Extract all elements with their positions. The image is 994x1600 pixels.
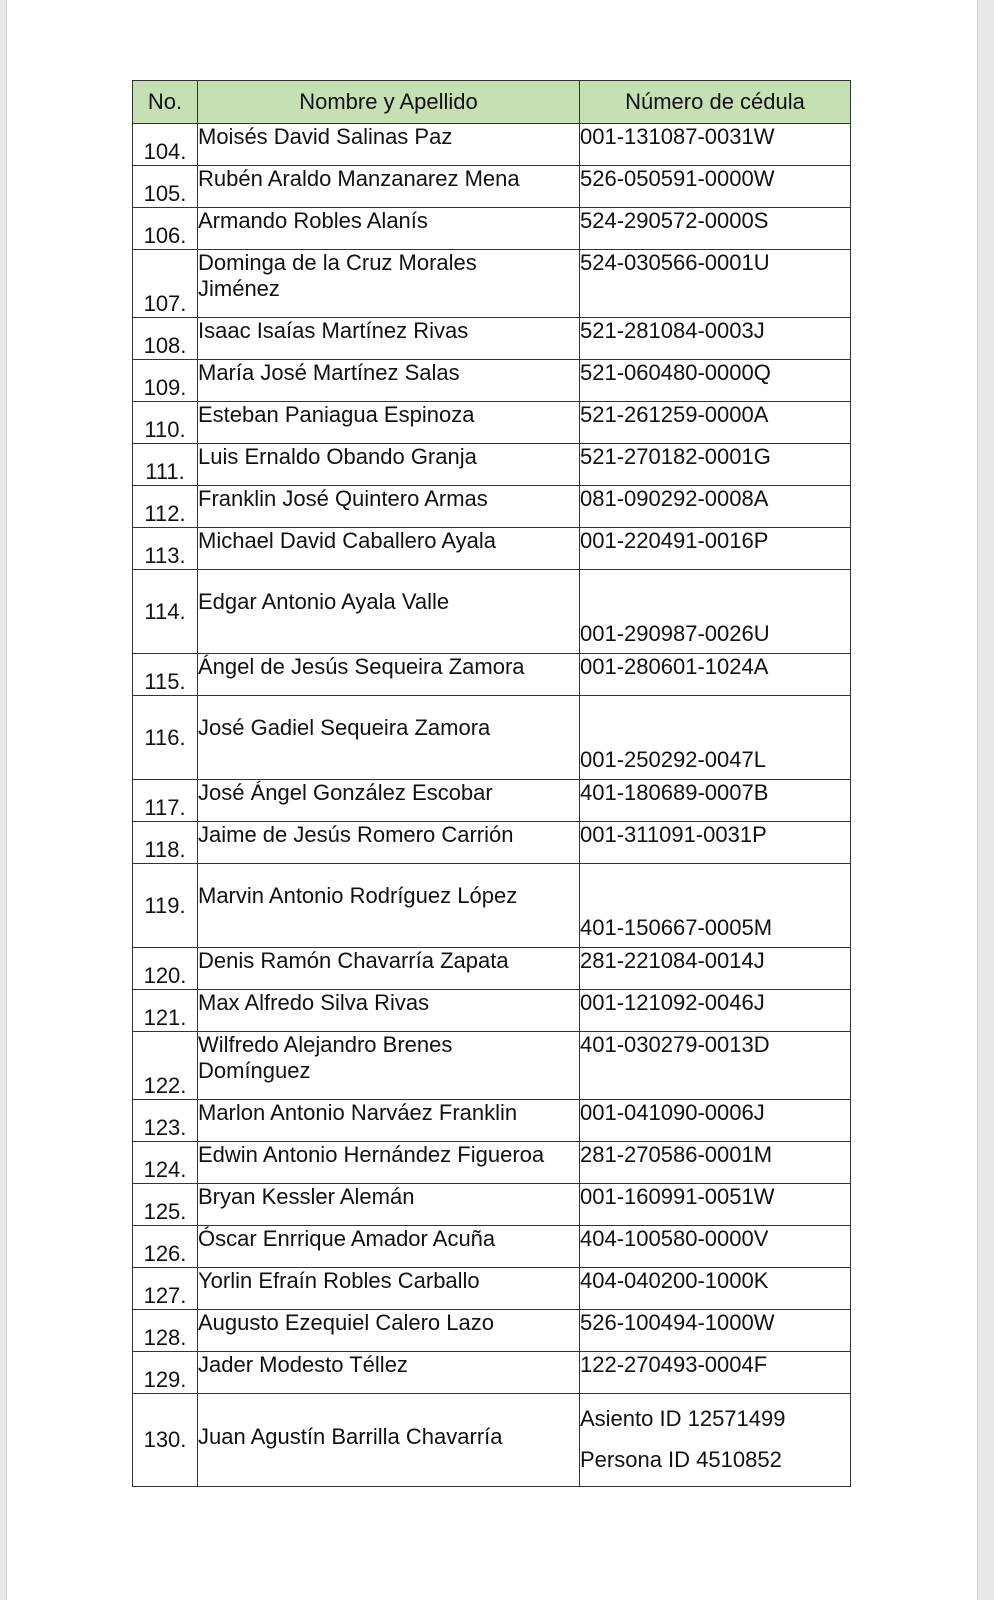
row-number: 126.: [133, 1226, 198, 1268]
id-number: [580, 1394, 851, 1487]
row-number: 120.: [133, 948, 198, 990]
id-number: 281-221084-0014J: [580, 948, 851, 990]
row-number: 105.: [133, 166, 198, 208]
persons-table: [132, 80, 851, 1487]
table-header-row: [133, 81, 851, 124]
table-row: [133, 822, 851, 864]
table-row: [133, 1142, 851, 1184]
person-name: Jader Modesto Téllez: [198, 1352, 580, 1394]
id-number: 001-220491-0016P: [580, 528, 851, 570]
table-row: [133, 1394, 851, 1487]
table-row: [133, 570, 851, 654]
id-number: 521-281084-0003J: [580, 318, 851, 360]
id-number: 526-100494-1000W: [580, 1310, 851, 1352]
person-name: Marlon Antonio Narváez Franklin: [198, 1100, 580, 1142]
person-name-line-2: Jiménez: [198, 276, 280, 301]
person-name-line-1: Dominga de la Cruz Morales: [198, 250, 477, 275]
table-row: [133, 1268, 851, 1310]
row-number: 124.: [133, 1142, 198, 1184]
person-name: Edgar Antonio Ayala Valle: [198, 570, 580, 654]
id-number: 524-030566-0001U: [580, 250, 851, 318]
persona-id: Persona ID 4510852: [580, 1447, 782, 1472]
row-number: 109.: [133, 360, 198, 402]
id-number: 081-090292-0008A: [580, 486, 851, 528]
id-number: 001-250292-0047L: [580, 696, 851, 780]
id-number: 001-311091-0031P: [580, 822, 851, 864]
asiento-id: Asiento ID 12571499: [580, 1406, 786, 1431]
table-row: [133, 166, 851, 208]
row-number: 127.: [133, 1268, 198, 1310]
table-row: [133, 1184, 851, 1226]
person-name: Denis Ramón Chavarría Zapata: [198, 948, 580, 990]
row-number: 123.: [133, 1100, 198, 1142]
row-number: 106.: [133, 208, 198, 250]
person-name: Esteban Paniagua Espinoza: [198, 402, 580, 444]
table-row: [133, 402, 851, 444]
row-number: 119.: [133, 864, 198, 948]
table-row: [133, 990, 851, 1032]
row-number: 117.: [133, 780, 198, 822]
id-number: 521-270182-0001G: [580, 444, 851, 486]
person-name: Yorlin Efraín Robles Carballo: [198, 1268, 580, 1310]
person-name: Augusto Ezequiel Calero Lazo: [198, 1310, 580, 1352]
person-name: Isaac Isaías Martínez Rivas: [198, 318, 580, 360]
header-id-number: Número de cédula: [580, 81, 851, 124]
table-row: [133, 1032, 851, 1100]
row-number: 121.: [133, 990, 198, 1032]
table-row: [133, 1226, 851, 1268]
person-name: Jaime de Jesús Romero Carrión: [198, 822, 580, 864]
id-number: 524-290572-0000S: [580, 208, 851, 250]
table-row: [133, 864, 851, 948]
table-row: [133, 444, 851, 486]
person-name: Luis Ernaldo Obando Granja: [198, 444, 580, 486]
person-name: José Gadiel Sequeira Zamora: [198, 696, 580, 780]
id-number: 404-040200-1000K: [580, 1268, 851, 1310]
table-row: [133, 528, 851, 570]
id-number: 001-160991-0051W: [580, 1184, 851, 1226]
id-number: 001-121092-0046J: [580, 990, 851, 1032]
id-number: 001-131087-0031W: [580, 124, 851, 166]
id-number: 001-280601-1024A: [580, 654, 851, 696]
person-name: Juan Agustín Barrilla Chavarría: [198, 1394, 580, 1487]
table-row: [133, 360, 851, 402]
person-name: Moisés David Salinas Paz: [198, 124, 580, 166]
person-name-line-1: Wilfredo Alejandro Brenes: [198, 1032, 453, 1057]
id-number: 281-270586-0001M: [580, 1142, 851, 1184]
row-number: 128.: [133, 1310, 198, 1352]
person-name: Marvin Antonio Rodríguez López: [198, 864, 580, 948]
person-name: Ángel de Jesús Sequeira Zamora: [198, 654, 580, 696]
row-number: 104.: [133, 124, 198, 166]
row-number: 114.: [133, 570, 198, 654]
row-number: 107.: [133, 250, 198, 318]
table-row: [133, 318, 851, 360]
id-number: 401-150667-0005M: [580, 864, 851, 948]
person-name: Rubén Araldo Manzanarez Mena: [198, 166, 580, 208]
person-name: María José Martínez Salas: [198, 360, 580, 402]
row-number: 129.: [133, 1352, 198, 1394]
person-name: Max Alfredo Silva Rivas: [198, 990, 580, 1032]
person-name: Armando Robles Alanís: [198, 208, 580, 250]
person-name: [198, 250, 580, 318]
row-number: 116.: [133, 696, 198, 780]
table-row: [133, 208, 851, 250]
table-row: [133, 250, 851, 318]
id-number: 521-060480-0000Q: [580, 360, 851, 402]
table-row: [133, 696, 851, 780]
person-name: [198, 1032, 580, 1100]
row-number: 115.: [133, 654, 198, 696]
row-number: 125.: [133, 1184, 198, 1226]
id-number: 001-290987-0026U: [580, 570, 851, 654]
table-row: [133, 1100, 851, 1142]
table-row: [133, 1352, 851, 1394]
table-row: [133, 486, 851, 528]
header-name: Nombre y Apellido: [198, 81, 580, 124]
id-number: 526-050591-0000W: [580, 166, 851, 208]
person-name-line-2: Domínguez: [198, 1058, 311, 1083]
table-row: [133, 1310, 851, 1352]
person-name: Óscar Enrrique Amador Acuña: [198, 1226, 580, 1268]
person-name: Edwin Antonio Hernández Figueroa: [198, 1142, 580, 1184]
table-row: [133, 780, 851, 822]
row-number: 118.: [133, 822, 198, 864]
row-number: 113.: [133, 528, 198, 570]
header-number: No.: [133, 81, 198, 124]
person-name: José Ángel González Escobar: [198, 780, 580, 822]
row-number: 108.: [133, 318, 198, 360]
id-number: 404-100580-0000V: [580, 1226, 851, 1268]
table-row: [133, 948, 851, 990]
id-number: 122-270493-0004F: [580, 1352, 851, 1394]
person-name: Michael David Caballero Ayala: [198, 528, 580, 570]
person-name: Bryan Kessler Alemán: [198, 1184, 580, 1226]
document-page: [6, 0, 978, 1600]
row-number: 110.: [133, 402, 198, 444]
table-row: [133, 124, 851, 166]
id-number: 401-030279-0013D: [580, 1032, 851, 1100]
row-number: 112.: [133, 486, 198, 528]
id-number: 521-261259-0000A: [580, 402, 851, 444]
row-number: 122.: [133, 1032, 198, 1100]
id-number: 401-180689-0007B: [580, 780, 851, 822]
row-number: 130.: [133, 1394, 198, 1487]
id-number: 001-041090-0006J: [580, 1100, 851, 1142]
row-number: 111.: [133, 444, 198, 486]
person-name: Franklin José Quintero Armas: [198, 486, 580, 528]
table-row: [133, 654, 851, 696]
